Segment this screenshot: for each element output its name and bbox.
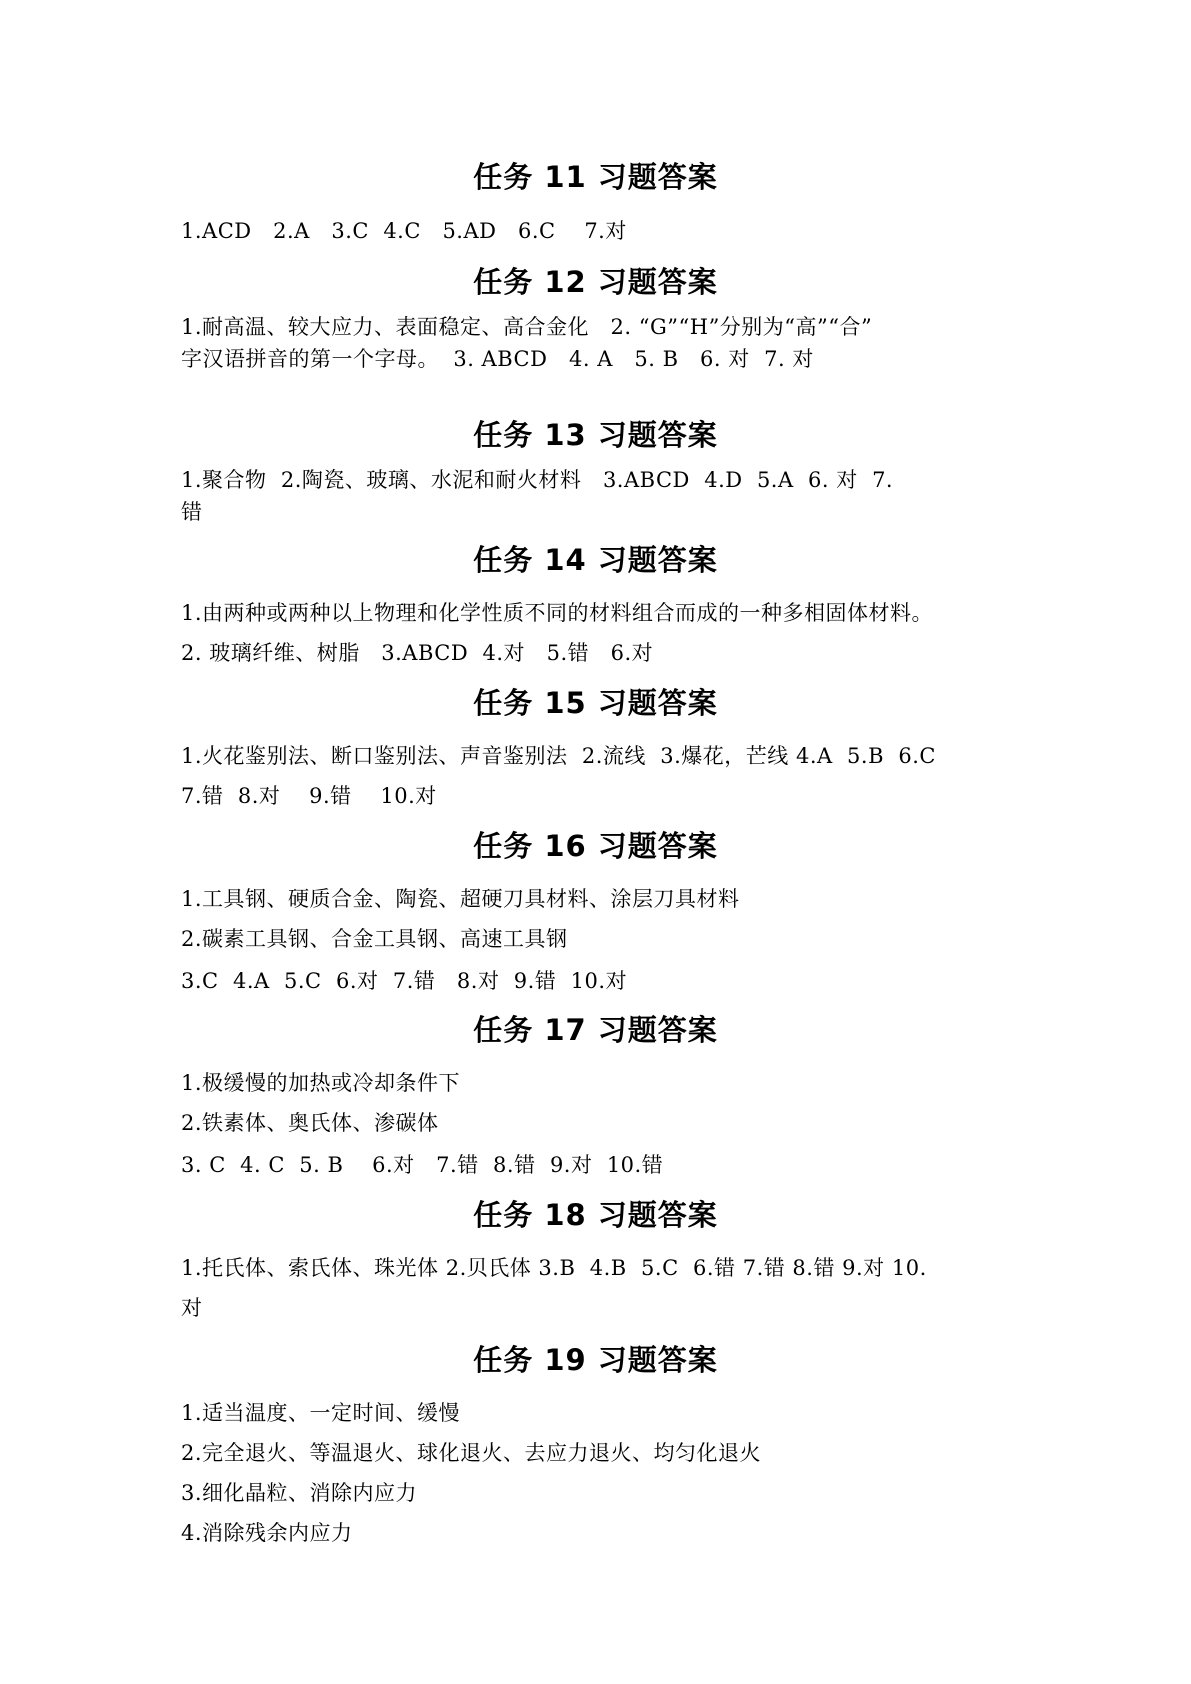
answer-line: 1.聚合物 2.陶瓷、玻璃、水泥和耐火材料 3.ABCD 4.D 5.A 6. 对 7.	[181, 468, 894, 492]
answer-line: 1.托氏体、索氏体、珠光体 2.贝氏体 3.B 4.B 5.C 6.错 7.错 8.错 9.对 10.	[181, 1256, 927, 1280]
section-heading: 任务 18 习题答案	[473, 1198, 718, 1232]
answer-line: 2. 玻璃纤维、树脂 3.ABCD 4.对 5.错 6.对	[181, 641, 654, 665]
answer-line: 4.消除残余内应力	[181, 1521, 353, 1545]
answer-line: 2.完全退火、等温退火、球化退火、去应力退火、均匀化退火	[181, 1441, 762, 1465]
section-heading: 任务 11 习题答案	[473, 160, 718, 194]
answer-line: 1.火花鉴别法、断口鉴别法、声音鉴别法 2.流线 3.爆花，芒线 4.A 5.B 6.C	[181, 744, 936, 768]
answer-line: 对	[181, 1296, 203, 1320]
answer-line: 1.ACD 2.A 3.C 4.C 5.AD 6.C 7.对	[181, 219, 627, 243]
answer-line: 1.由两种或两种以上物理和化学性质不同的材料组合而成的一种多相固体材料。	[181, 601, 934, 625]
section-heading: 任务 12 习题答案	[473, 265, 718, 299]
answer-line: 1.适当温度、一定时间、缓慢	[181, 1401, 461, 1425]
section-heading: 任务 15 习题答案	[473, 686, 718, 720]
section-heading: 任务 16 习题答案	[473, 829, 718, 863]
answer-line: 1.极缓慢的加热或冷却条件下	[181, 1071, 461, 1095]
section-heading: 任务 13 习题答案	[473, 418, 718, 452]
answer-line: 2.铁素体、奥氏体、渗碳体	[181, 1111, 439, 1135]
section-heading: 任务 14 习题答案	[473, 543, 718, 577]
answer-line: 3.C 4.A 5.C 6.对 7.错 8.对 9.错 10.对	[181, 969, 628, 993]
answer-line: 3. C 4. C 5. B 6.对 7.错 8.错 9.对 10.错	[181, 1153, 664, 1177]
answer-line: 3.细化晶粒、消除内应力	[181, 1481, 418, 1505]
answer-line: 7.错 8.对 9.错 10.对	[181, 784, 437, 808]
answer-line: 字汉语拼音的第一个字母。 3. ABCD 4. A 5. B 6. 对 7. 对	[181, 347, 814, 371]
answer-line: 1.工具钢、硬质合金、陶瓷、超硬刀具材料、涂层刀具材料	[181, 887, 740, 911]
answer-line: 1.耐高温、较大应力、表面稳定、高合金化 2. “G”“H”分别为“高”“合”	[181, 315, 873, 339]
section-heading: 任务 17 习题答案	[473, 1013, 718, 1047]
answer-line: 错	[181, 500, 203, 524]
answer-line: 2.碳素工具钢、合金工具钢、高速工具钢	[181, 927, 568, 951]
section-heading: 任务 19 习题答案	[473, 1343, 718, 1377]
